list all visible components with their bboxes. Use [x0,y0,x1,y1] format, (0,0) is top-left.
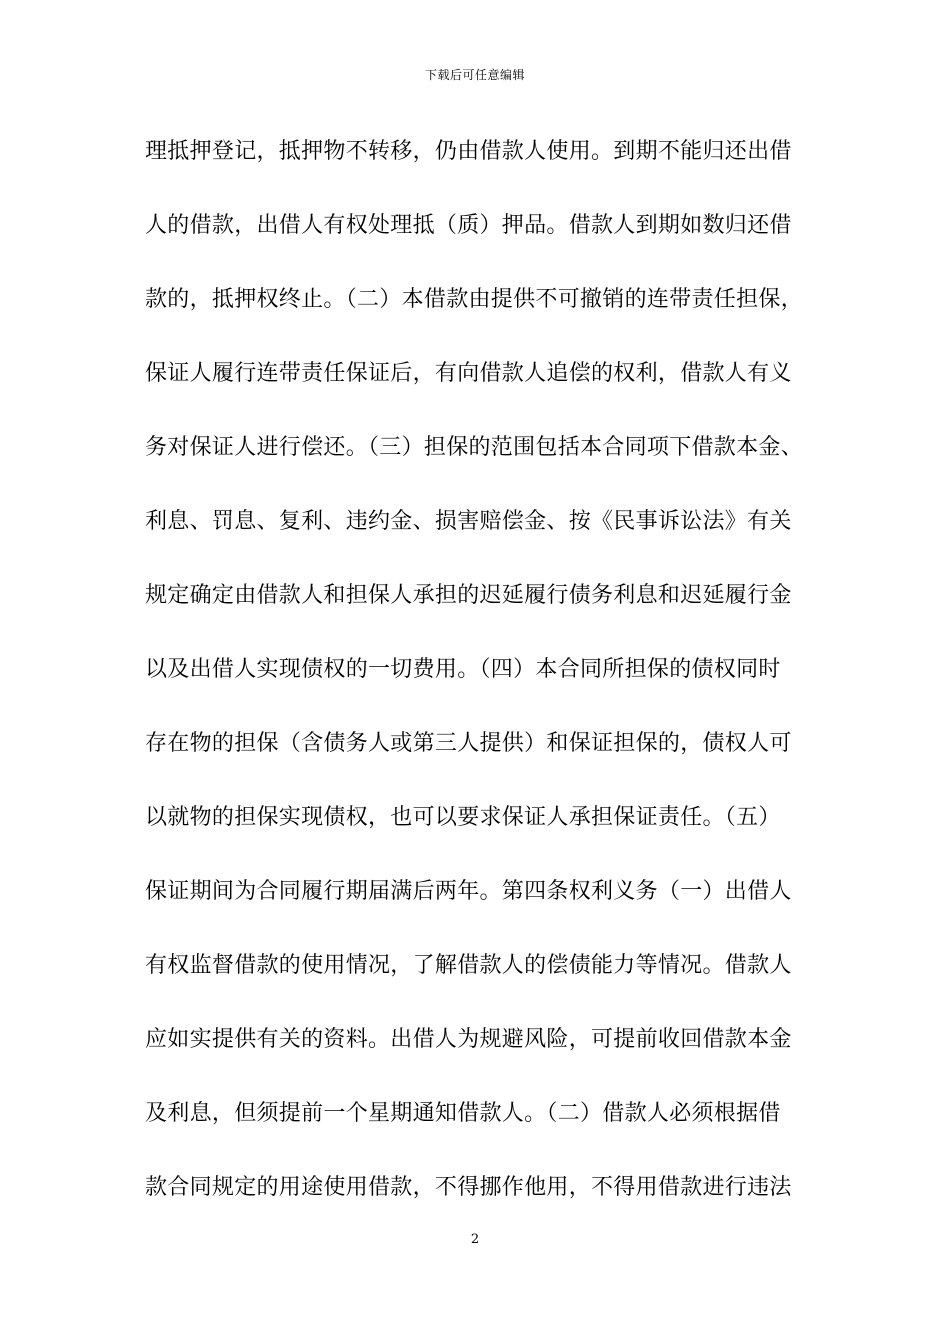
body-line: 有权监督借款的使用情况，了解借款人的偿债能力等情况。借款人 [145,953,792,978]
page-number: 2 [470,1232,480,1247]
body-line: 利息、罚息、复利、违约金、损害赔偿金、按《民事诉讼法》有关 [145,509,792,534]
body-line: 以就物的担保实现债权，也可以要求保证人承担保证责任。（五） [145,805,781,830]
body-line: 规定确定由借款人和担保人承担的迟延履行债务利息和迟延履行金 [145,583,792,608]
body-line: 款的，抵押权终止。（二）本借款由提供不可撤销的连带责任担保， [145,287,804,312]
body-line: 以及出借人实现债权的一切费用。（四）本合同所担保的债权同时 [145,657,781,682]
body-line: 应如实提供有关的资料。出借人为规避风险，可提前收回借款本金 [145,1027,792,1052]
body-line: 款合同规定的用途使用借款，不得挪作他用，不得用借款进行违法 [145,1175,792,1200]
body-line: 务对保证人进行偿还。（三）担保的范围包括本合同项下借款本金、 [145,435,804,460]
body-line: 存在物的担保（含债务人或第三人提供）和保证担保的，债权人可 [145,731,792,756]
body-line: 人的借款，出借人有权处理抵（质）押品。借款人到期如数归还借 [145,213,792,238]
body-text [145,132,825,1242]
body-line: 保证期间为合同履行期届满后两年。第四条权利义务（一）出借人 [145,879,792,904]
body-line: 保证人履行连带责任保证后，有向借款人追偿的权利，借款人有义 [145,361,792,386]
body-line: 及利息，但须提前一个星期通知借款人。（二）借款人必须根据借 [145,1101,781,1126]
page-header: 下载后可任意编辑 [424,68,525,82]
body-line: 理抵押登记，抵押物不转移，仍由借款人使用。到期不能归还出借 [145,139,792,164]
